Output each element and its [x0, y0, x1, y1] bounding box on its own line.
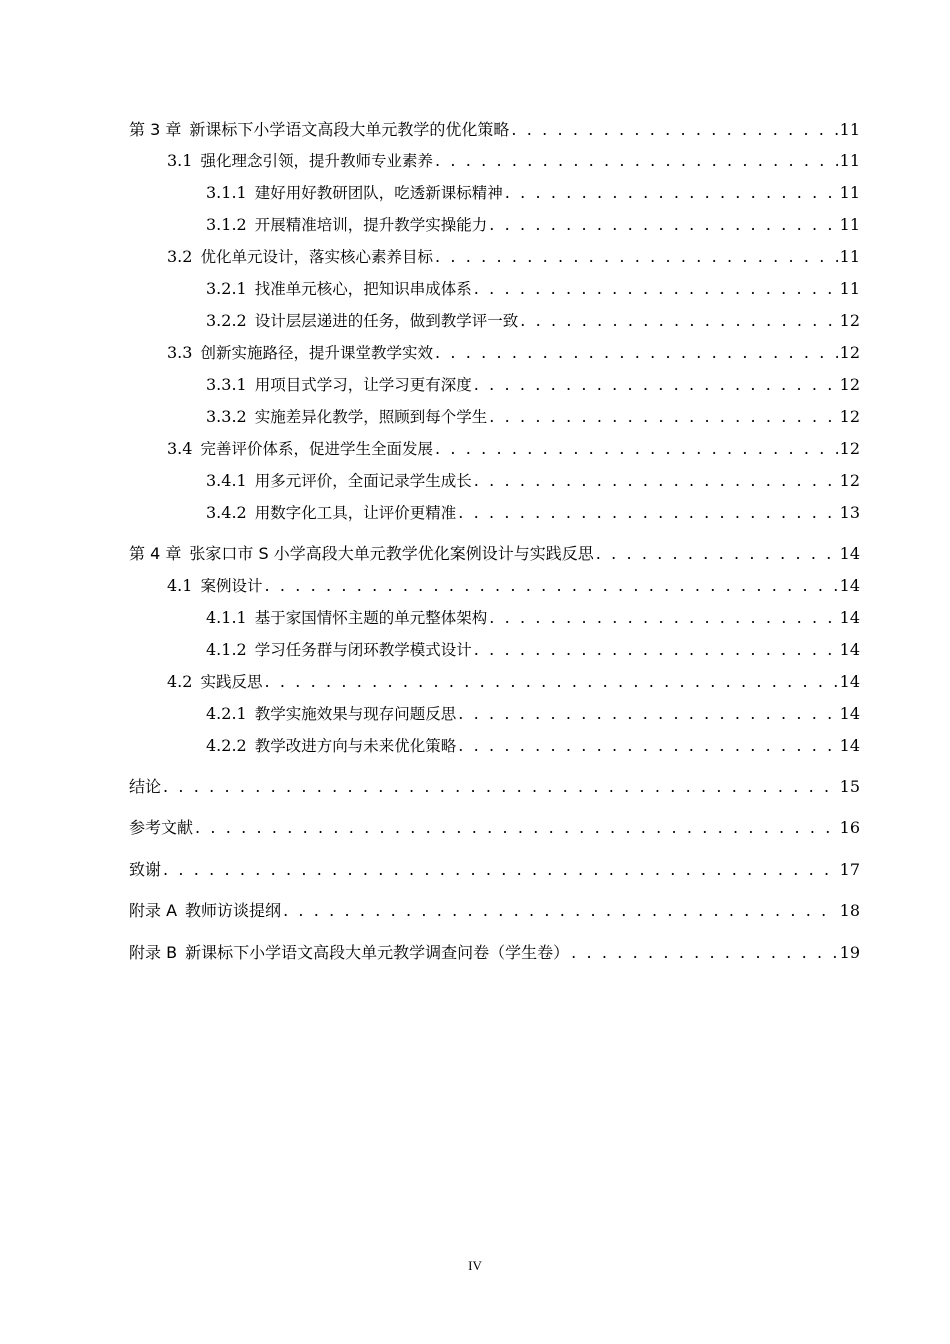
toc-dot-leader [458, 703, 837, 725]
toc-entry[interactable] [129, 900, 860, 922]
toc-entry[interactable] [167, 246, 860, 268]
toc-entry[interactable] [206, 406, 860, 428]
toc-entry-title: 学习任务群与闭环教学模式设计 [254, 641, 472, 659]
toc-entry-page: 12 [839, 471, 860, 490]
toc-entry-title: 致谢 [129, 860, 162, 879]
toc-dot-leader [596, 543, 838, 565]
toc-entry-page: 11 [839, 215, 860, 234]
toc-entry-number: 4.1 [167, 576, 193, 595]
toc-entry[interactable] [206, 214, 860, 236]
page-number: IV [468, 1258, 482, 1273]
toc-dot-leader [435, 150, 838, 172]
toc-entry[interactable] [206, 470, 860, 492]
toc-dot-leader [283, 900, 838, 922]
toc-entry[interactable] [129, 776, 860, 798]
toc-entry[interactable] [167, 342, 860, 364]
toc-dot-leader [505, 182, 838, 204]
toc-entry-title: 新课标下小学语文高段大单元教学的优化策略 [189, 120, 510, 139]
toc-entry-number: 3.1.2 [206, 215, 247, 234]
toc-entry-page: 11 [839, 183, 860, 202]
toc-dot-leader [474, 374, 838, 396]
toc-entry-page: 12 [839, 439, 860, 458]
toc-entry[interactable] [206, 502, 860, 524]
toc-entry-page: 19 [839, 943, 860, 962]
toc-entry-page: 11 [839, 120, 860, 139]
toc-entry-title: 开展精准培训，提升教学实操能力 [254, 216, 488, 234]
toc-entry-title: 实践反思 [200, 673, 263, 691]
toc-entry-number: 4.1.2 [206, 640, 247, 659]
toc-entry-number: 第 3 章 [129, 120, 182, 139]
toc-dot-leader [489, 607, 837, 629]
toc-entry-page: 12 [839, 407, 860, 426]
toc-entry-number: 4.1.1 [206, 608, 247, 627]
toc-entry-number: 4.2.1 [206, 704, 247, 723]
toc-entry[interactable] [206, 703, 860, 725]
toc-entry[interactable] [129, 859, 860, 881]
toc-dot-leader [511, 119, 837, 141]
toc-entry-page: 14 [839, 640, 860, 659]
toc-entry-number: 4.2 [167, 672, 193, 691]
toc-entry[interactable] [167, 671, 860, 693]
toc-dot-leader [489, 406, 837, 428]
toc-entry[interactable] [129, 119, 860, 141]
toc-entry[interactable] [167, 575, 860, 597]
toc-entry-title: 实施差异化教学，照顾到每个学生 [254, 408, 488, 426]
toc-dot-leader [458, 502, 837, 524]
toc-entry-title: 强化理念引领，提升教师专业素养 [200, 152, 433, 170]
toc-entry-title: 基于家国情怀主题的单元整体架构 [254, 609, 488, 627]
toc-entry-title: 教师访谈提纲 [185, 901, 282, 920]
toc-entry-title: 找准单元核心，把知识串成体系 [254, 280, 472, 298]
toc-entry[interactable] [206, 310, 860, 332]
toc-entry[interactable] [167, 150, 860, 172]
toc-entry-number: 3.3 [167, 343, 193, 362]
toc-entry-page: 11 [839, 247, 860, 266]
toc-entry[interactable] [129, 543, 860, 565]
toc-entry-page: 14 [839, 672, 860, 691]
toc-entry-number: 3.3.2 [206, 407, 247, 426]
toc-entry[interactable] [206, 639, 860, 661]
toc-entry-page: 16 [839, 818, 860, 837]
toc-entry-page: 12 [839, 343, 860, 362]
toc-entry-title: 用多元评价，全面记录学生成长 [254, 472, 472, 490]
toc-entry-title: 张家口市 S 小学高段大单元教学优化案例设计与实践反思 [189, 544, 594, 563]
toc-entry-number: 3.4.2 [206, 503, 247, 522]
toc-dot-leader [435, 438, 838, 460]
toc-dot-leader [435, 342, 838, 364]
toc-entry-page: 14 [839, 544, 860, 563]
toc-entry[interactable] [206, 374, 860, 396]
toc-entry-title: 完善评价体系，促进学生全面发展 [200, 440, 433, 458]
toc-entry-page: 18 [839, 901, 860, 920]
toc-entry-page: 12 [839, 311, 860, 330]
toc-dot-leader [163, 859, 838, 881]
toc-entry-page: 15 [839, 777, 860, 796]
toc-entry-number: 第 4 章 [129, 544, 182, 563]
toc-entry-title: 案例设计 [200, 577, 263, 595]
toc-entry[interactable] [206, 735, 860, 757]
toc-entry-number: 3.3.1 [206, 375, 247, 394]
toc-entry[interactable] [206, 182, 860, 204]
toc-entry-number: 3.2.2 [206, 311, 247, 330]
toc-entry-title: 创新实施路径，提升课堂教学实效 [200, 344, 433, 362]
toc-dot-leader [435, 246, 838, 268]
toc-entry-page: 12 [839, 375, 860, 394]
toc-entry[interactable] [167, 438, 860, 460]
toc-dot-leader [163, 776, 838, 798]
toc-entry-number: 3.4 [167, 439, 193, 458]
toc-entry-page: 17 [839, 860, 860, 879]
toc-dot-leader [264, 671, 837, 693]
toc-entry-number: 3.4.1 [206, 471, 247, 490]
toc-entry-page: 13 [839, 503, 860, 522]
toc-dot-leader [195, 817, 838, 839]
toc-dot-leader [571, 942, 838, 964]
toc-entry-number: 4.2.2 [206, 736, 247, 755]
toc-entry-number: 3.1.1 [206, 183, 247, 202]
toc-dot-leader [264, 575, 837, 597]
toc-dot-leader [520, 310, 837, 332]
toc-entry-title: 用数字化工具，让评价更精准 [254, 504, 457, 522]
toc-entry-page: 14 [839, 704, 860, 723]
toc-entry-page: 14 [839, 736, 860, 755]
toc-dot-leader [458, 735, 837, 757]
toc-dot-leader [489, 214, 837, 236]
toc-dot-leader [474, 470, 838, 492]
toc-entry-title: 新课标下小学语文高段大单元教学调查问卷（学生卷） [185, 943, 570, 962]
toc-entry[interactable] [129, 942, 860, 964]
toc-entry-number: 3.2.1 [206, 279, 247, 298]
toc-entry-title: 教学改进方向与未来优化策略 [254, 737, 457, 755]
toc-entry-page: 14 [839, 576, 860, 595]
toc-entry-page: 14 [839, 608, 860, 627]
toc-entry-number: 3.2 [167, 247, 193, 266]
toc-entry-title: 优化单元设计，落实核心素养目标 [200, 248, 433, 266]
toc-entry-page: 11 [839, 279, 860, 298]
toc-entry-number: 3.1 [167, 151, 193, 170]
toc-entry[interactable] [206, 278, 860, 300]
toc-dot-leader [474, 278, 838, 300]
toc-entry[interactable] [129, 817, 860, 839]
toc-dot-leader [474, 639, 838, 661]
toc-entry-title: 设计层层递进的任务，做到教学评一致 [254, 312, 519, 330]
toc-entry-title: 参考文献 [129, 818, 194, 837]
toc-entry-page: 11 [839, 151, 860, 170]
toc-entry-number: 附录 B [129, 943, 178, 962]
toc-entry[interactable] [206, 607, 860, 629]
toc-entry-number: 附录 A [129, 901, 178, 920]
toc-entry-title: 用项目式学习，让学习更有深度 [254, 376, 472, 394]
toc-entry-title: 建好用好教研团队，吃透新课标精神 [254, 184, 503, 202]
toc-entry-title: 结论 [129, 777, 162, 796]
toc-entry-title: 教学实施效果与现存问题反思 [254, 705, 457, 723]
